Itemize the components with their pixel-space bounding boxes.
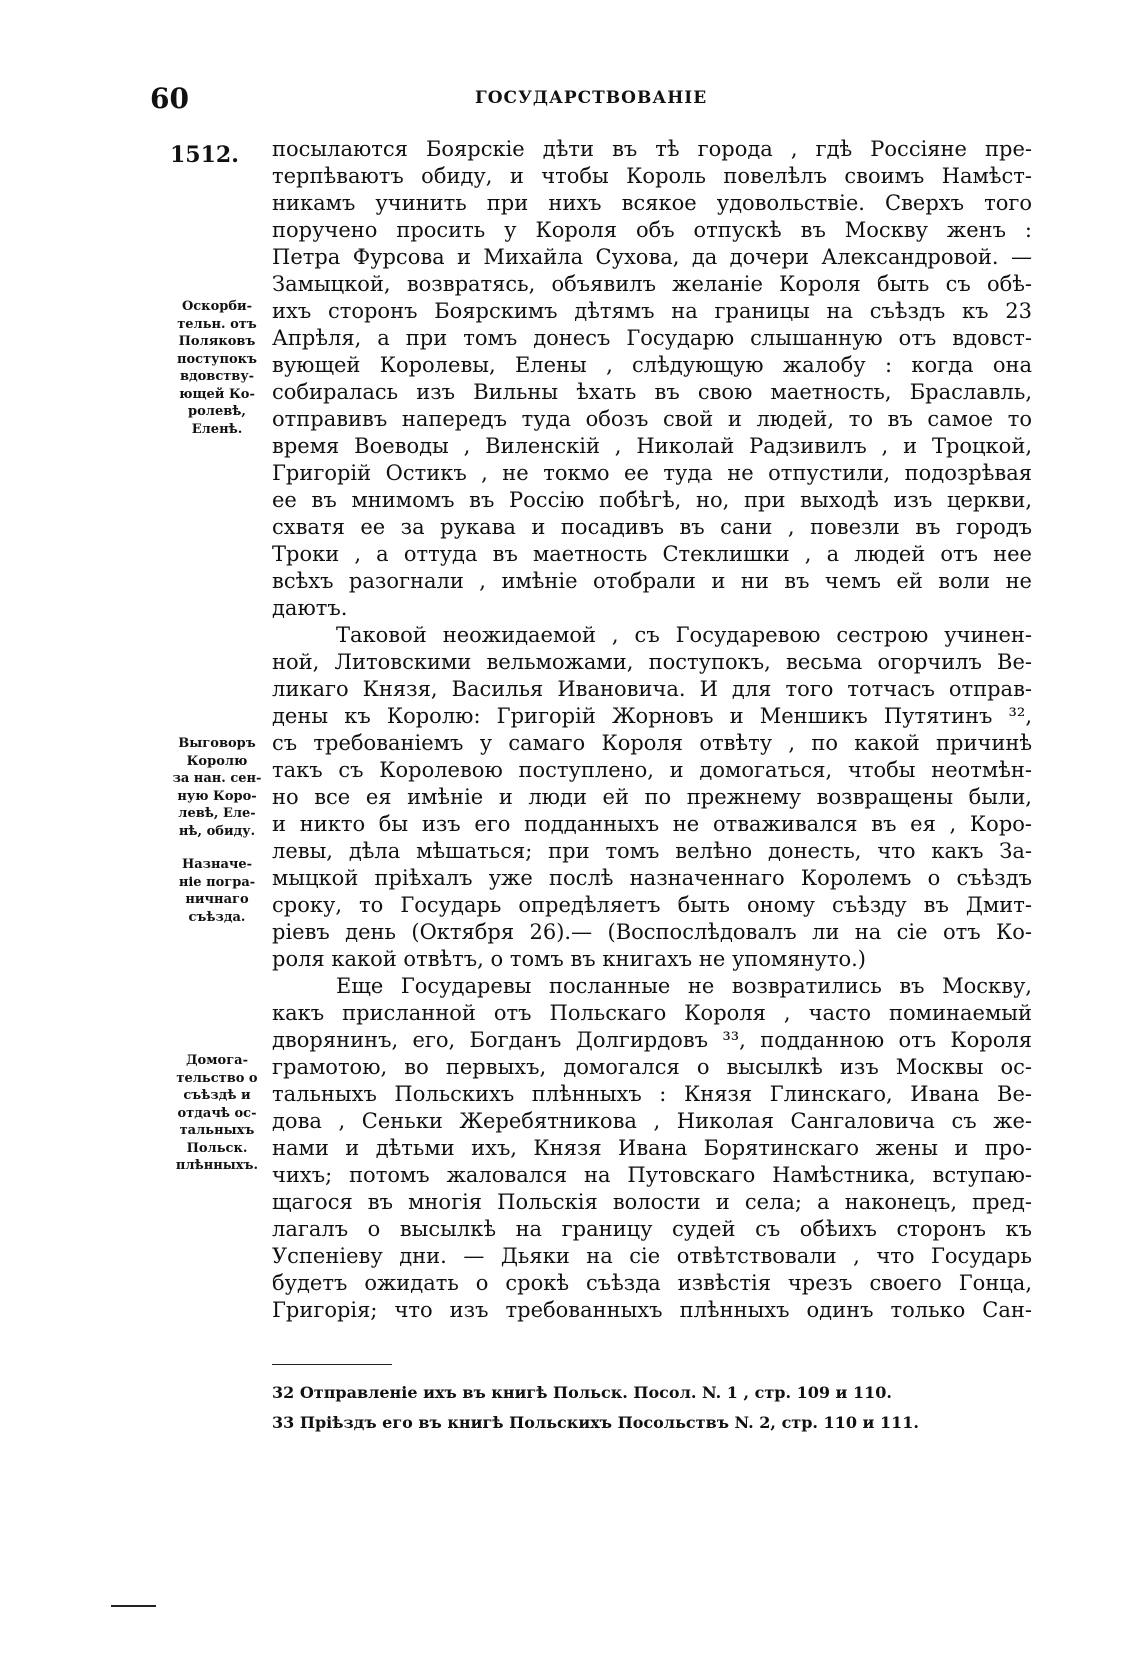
text-line: левы, дѣла мѣшаться; при томъ велѣно донесть, что какъ За- <box>272 839 1032 863</box>
margin-note-line: Польск. <box>186 1140 248 1156</box>
text-line: собиралась изъ Вильны ѣхать въ свою маетность, Браславль, <box>272 380 1032 404</box>
margin-note-line: отдачѣ ос- <box>177 1105 257 1121</box>
text-line: Успеніеву дни. — Дьяки на сіе отвѣтствовали , что Государь <box>272 1244 1032 1268</box>
margin-note-line: Оскорби- <box>181 299 253 314</box>
text-line: Григорія; что изъ требованныхъ плѣнныхъ одинъ только Сан- <box>272 1298 1032 1322</box>
text-line: чихъ; потомъ жаловался на Путовскаго Намѣстника, вступаю- <box>272 1163 1032 1187</box>
text-line: щагося въ многія Польскія волости и села; а наконецъ, пред- <box>272 1190 1032 1214</box>
body-text <box>272 136 1032 1324</box>
text-line: никамъ учинить при нихъ всякое удовольствіе. Сверхъ того <box>272 191 1032 215</box>
text-line: грамотою, во первыхъ, домогался о высылкѣ изъ Москвы ос- <box>272 1055 1032 1079</box>
text-line: ихъ сторонъ Боярскимъ дѣтямъ на границы на съѣздъ къ 23 <box>272 299 1032 323</box>
text-line: всѣхъ разогнали , имѣніе отобрали и ни въ чемъ ей воли не <box>272 569 1032 593</box>
text-line: посылаются Боярскіе дѣти въ тѣ города , гдѣ Россіяне пре- <box>272 137 1032 161</box>
margin-note-line: вдовству- <box>179 369 255 384</box>
text-line: будетъ ожидать о срокѣ съѣзда извѣстія чрезъ своего Гонца, <box>272 1271 1032 1295</box>
margin-note-line: ролевѣ, <box>188 404 246 419</box>
margin-note-line: Назначе- <box>181 857 253 872</box>
running-head: ГОСУДАРСТВОВАНІЕ <box>475 88 708 108</box>
text-line: съ требованіемъ у самаго Короля отвѣту , по какой причинѣ <box>272 731 1032 755</box>
text-line: терпѣваютъ обиду, и чтобы Король повелѣлъ своимъ Намѣст- <box>272 164 1032 188</box>
page-header <box>150 82 1030 122</box>
margin-note-line: ную Коро- <box>177 788 257 804</box>
page-edge-mark <box>111 1605 156 1607</box>
margin-note-reprimand <box>163 735 271 840</box>
margin-note-line: ніе погра- <box>178 874 256 890</box>
text-line: ее въ мнимомъ въ Россію побѣгѣ, но, при выходѣ изъ церкви, <box>272 488 1032 512</box>
footnote-33: 33 Пріѣздъ его въ книгѣ Польскихъ Посольствъ N. 2, стр. 110 и 111. <box>272 1413 919 1432</box>
margin-note-line: нѣ, обиду. <box>178 823 256 839</box>
text-line: но все ея имѣніе и люди ей по прежнему возвращены были, <box>272 785 1032 809</box>
text-line: ликаго Князя, Василья Ивановича. И для того тотчасъ отправ- <box>272 677 1032 701</box>
text-line: лагалъ о высылкѣ на границу судей съ обѣихъ сторонъ къ <box>272 1217 1032 1241</box>
margin-note-line: левѣ, Еле- <box>178 806 256 821</box>
text-line: вующей Королевы, Елены , слѣдующую жалобу : когда она <box>272 353 1032 377</box>
text-line: время Воеводы , Виленскій , Николай Радзивилъ , и Троцкой, <box>272 434 1032 458</box>
text-line: Григорій Остикъ , не токмо ее туда не отпустили, подозрѣвая <box>272 461 1032 485</box>
text-line: дворянинъ, его, Богданъ Долгирдовъ ³³, подданною отъ Короля <box>272 1028 1032 1052</box>
text-line: Троки , а оттуда въ маетность Стеклишки , а людей отъ нее <box>272 542 1032 566</box>
text-line: мыцкой пріѣхалъ уже послѣ назначеннаго Королемъ о съѣздъ <box>272 866 1032 890</box>
text-line: поручено просить у Короля объ отпускѣ въ Москву женъ : <box>272 218 1032 242</box>
margin-note-line: Королю <box>186 753 248 769</box>
margin-note-prisoners <box>163 1052 271 1175</box>
text-line: ріевъ день (Октября 26).— (Воспослѣдовалъ ли на сіе отъ Ко- <box>272 920 1032 944</box>
text-line: даютъ. <box>272 596 348 620</box>
text-line: такъ съ Королевою поступлено, и домогаться, чтобы неотмѣн- <box>272 758 1032 782</box>
margin-note-line: за нан. сен- <box>172 771 262 786</box>
page-number: 60 <box>150 82 189 115</box>
text-line: нами и дѣтьми ихъ, Князя Ивана Борятинскаго жены и про- <box>272 1136 1032 1160</box>
text-line: какъ присланной отъ Польскаго Короля , часто поминаемый <box>272 1001 1032 1025</box>
margin-note-line: Выговоръ <box>178 736 256 751</box>
margin-note-line: тельство о <box>176 1070 258 1086</box>
margin-note-border-meeting <box>163 856 271 926</box>
text-line: дова , Сеньки Жеребятникова , Николая Сангаловича съ же- <box>272 1109 1032 1133</box>
text-line: дены къ Королю: Григорій Жорновъ и Меншикъ Путятинъ ³², <box>272 704 1032 728</box>
text-line: Замыцкой, возвратясь, объявилъ желаніе Короля быть съ обѣ- <box>272 272 1032 296</box>
text-line: Апрѣля, а при томъ донесъ Государю слышанную отъ вдовст- <box>272 326 1032 350</box>
year-marker: 1512. <box>170 142 239 168</box>
text-line: ной, Литовскими вельможами, поступокъ, весьма огорчилъ Ве- <box>272 650 1032 674</box>
margin-note-line: Еленѣ. <box>191 421 243 437</box>
margin-note-line: Поляковъ <box>178 334 256 349</box>
text-line: и никто бы изъ его подданныхъ не отваживался въ ея , Коро- <box>272 812 1032 836</box>
text-line: тальныхъ Польскихъ плѣнныхъ : Князя Глинскаго, Ивана Ве- <box>272 1082 1032 1106</box>
footnote-divider <box>272 1364 392 1365</box>
text-line: схватя ее за рукава и посадивъ въ сани , повезли въ городъ <box>272 515 1032 539</box>
margin-note-line: Домога- <box>186 1053 248 1068</box>
footnote-32: 32 Отправленіе ихъ въ книгѣ Польск. Посол. N. 1 , стр. 109 и 110. <box>272 1383 892 1402</box>
text-line: отправивъ напередъ туда обозъ свой и людей, то въ самое то <box>272 407 1032 431</box>
margin-note-line: тельн. отъ <box>177 316 257 332</box>
margin-note-line: съѣзда. <box>188 909 246 925</box>
margin-note-line: съѣздѣ и <box>183 1088 251 1103</box>
margin-note-line: плѣнныхъ. <box>175 1158 259 1173</box>
margin-note-line: поступокъ <box>176 351 258 367</box>
margin-note-line: ничнаго <box>185 892 249 907</box>
text-line: сроку, то Государь опредѣляетъ быть оному съѣзду въ Дмит- <box>272 893 1032 917</box>
text-line: Таковой неожидаемой , съ Государевою сестрою учинен- <box>336 623 1032 647</box>
text-line: Еще Государевы посланные не возвратились въ Москву, <box>336 974 1032 998</box>
footnotes <box>272 1378 1032 1438</box>
text-line: роля какой отвѣтъ, о томъ въ книгахъ не упомянуто.) <box>272 947 866 971</box>
margin-note-line: ющей Ко- <box>179 386 255 402</box>
margin-note-insult <box>163 298 271 438</box>
text-line: Петра Фурсова и Михайла Сухова, да дочери Александровой. — <box>272 245 1032 269</box>
margin-note-line: тальныхъ <box>179 1123 255 1138</box>
